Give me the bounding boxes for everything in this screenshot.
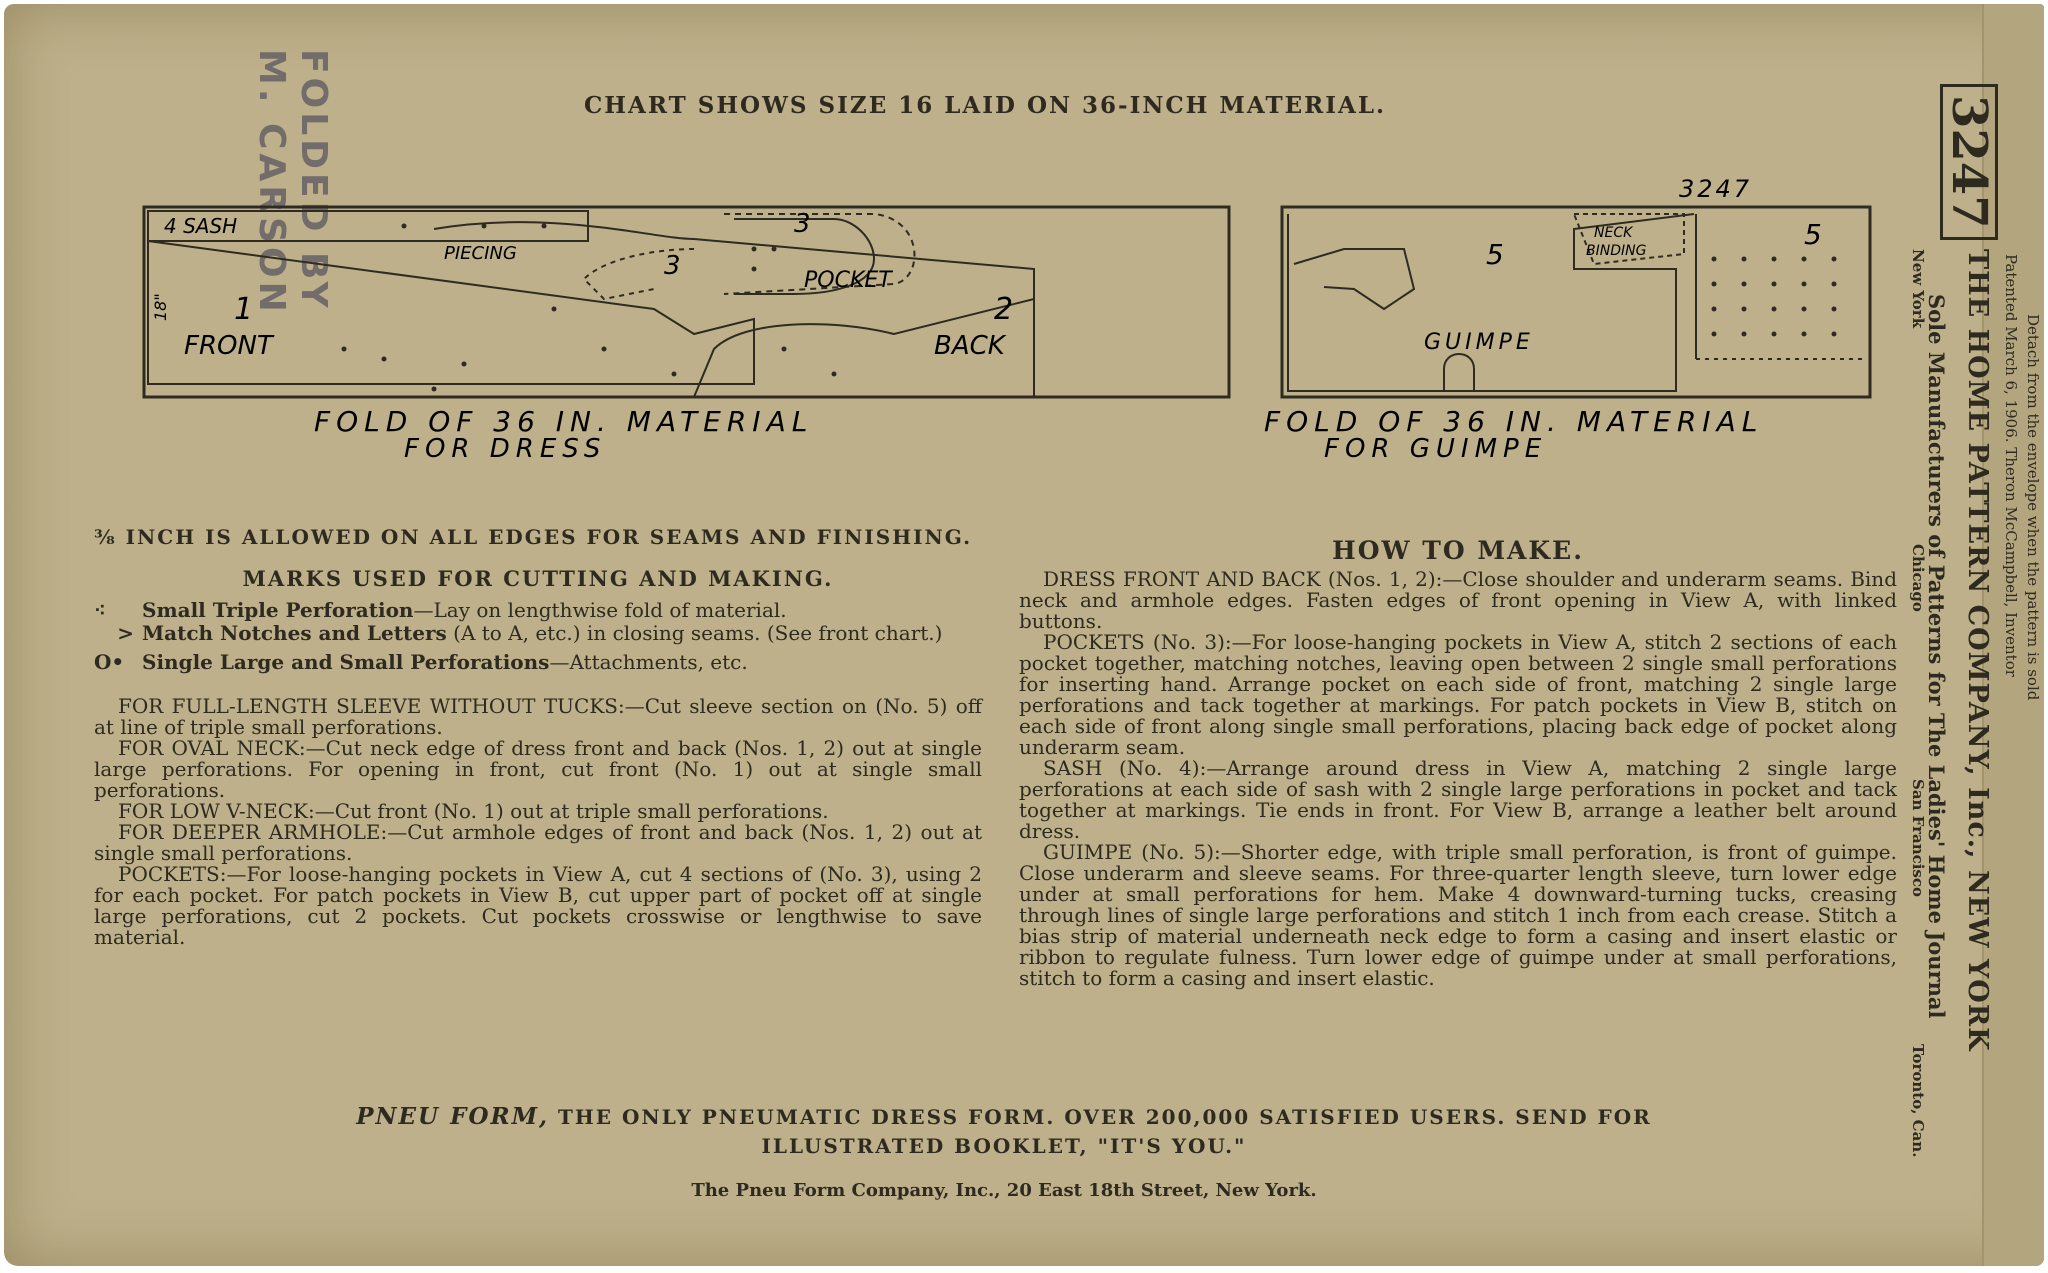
guimpe-chart-border <box>1282 207 1870 397</box>
marks-title: MARKS USED FOR CUTTING AND MAKING. <box>242 566 834 591</box>
mark-term: Small Triple Perforation <box>142 598 414 622</box>
dress-cutting-chart <box>134 199 1244 459</box>
guimpe-neck-piece <box>1294 249 1414 309</box>
dress-fold-label: FOLD OF 36 IN. MATERIAL <box>314 405 814 438</box>
mark-item-triple <box>94 599 982 622</box>
detach-note: Detach from the envelope when the pattern is sold <box>2024 314 2042 701</box>
mark-desc: —Attachments, etc. <box>549 650 748 674</box>
sleeve-number-label: 5 <box>1804 218 1822 251</box>
mark-item-single <box>94 651 982 674</box>
front-label: FRONT <box>184 331 273 361</box>
city-toronto: Toronto, Can. <box>1909 1044 1927 1158</box>
dress-fold-for-label: FOR DRESS <box>404 434 607 459</box>
city-san-francisco: San Francisco <box>1909 779 1927 898</box>
paragraph: DRESS FRONT AND BACK (Nos. 1, 2):—Close shoulder and underarm seams. Bind neck and armhole edges. Fasten edges of front opening in View A, with linked buttons. <box>1019 567 1897 633</box>
mark-desc: (A to A, etc.) in closing seams. (See front chart.) <box>446 621 943 645</box>
marks-list <box>94 599 982 674</box>
back-label: BACK <box>934 331 1005 361</box>
how-to-make <box>1019 536 1897 989</box>
guimpe-fold-for-label: FOR GUIMPE <box>1324 434 1548 459</box>
paragraph: SASH (No. 4):—Arrange around dress in View A, matching 2 single large perforations at each side of sash with 2 single large perforations in pocket and tack together at markings. Tie ends in front. For View B, arrange a leather belt around dress. <box>1019 756 1897 843</box>
pattern-number: 3247 <box>1941 95 1997 229</box>
pocket-label: POCKET <box>804 268 892 293</box>
guimpe-cutting-chart <box>1264 169 1874 459</box>
perforation-dots <box>342 224 837 392</box>
notch-icon: > <box>117 621 134 645</box>
paragraph: FOR DEEPER ARMHOLE:—Cut armhole edges of front and back (Nos. 1, 2) out at single small perforations. <box>94 820 982 865</box>
single-perforation-icon: O• <box>94 650 125 674</box>
paragraph: FOR FULL-LENGTH SLEEVE WITHOUT TUCKS:—Cut sleeve section on (No. 5) off at line of triple small perforations. <box>94 694 982 739</box>
cutting-paragraphs <box>94 696 982 948</box>
guimpe-label: GUIMPE <box>1424 330 1534 355</box>
back-number-label: 2 <box>994 292 1014 327</box>
ad-address: The Pneu Form Company, Inc., 20 East 18th Street, New York. <box>691 1180 1317 1201</box>
paragraph: GUIMPE (No. 5):—Shorter edge, with triple small perforation, is front of guimpe. Close underarm and sleeve seams. For three-quarter length sleeve, turn lower edge under at small perforations for hem. Make 4 downward-turning tucks, creasing through lines of single large perforations and stitch 1 inch from each crease. Stitch a bias strip of material underneath neck edge to form a casing and insert elastic or ribbon to regulate fulness. Turn lower edge of guimpe under at small perforations, stitch to form a casing and insert elastic. <box>1019 840 1897 990</box>
patent-note: Patented March 6, 1906. Theron McCampbell, Inventor <box>2002 254 2020 677</box>
stamp-line-1: FOLDED BY <box>293 49 334 312</box>
piecing-label: PIECING <box>444 243 517 264</box>
making-paragraphs <box>1019 569 1897 989</box>
cutting-instructions <box>94 526 982 948</box>
sole-manufacturers: Sole Manufacturers of Patterns for The Ladies' Home Journal <box>1924 294 1949 1019</box>
side-measure-label: 18" <box>151 293 170 321</box>
guimpe-fold-label: FOLD OF 36 IN. MATERIAL <box>1264 405 1764 438</box>
city-chicago: Chicago <box>1909 544 1927 612</box>
mark-term: Match Notches and Letters <box>142 621 447 645</box>
paragraph: FOR LOW V-NECK:—Cut front (No. 1) out at triple small perforations. <box>118 799 829 823</box>
city-new-york: New York <box>1909 249 1927 329</box>
sleeve-perforations <box>1712 257 1837 337</box>
guimpe-number-label: 5 <box>1486 238 1504 271</box>
pocket-small-number-label: 3 <box>664 251 681 281</box>
ad-brand: PNEU FORM, <box>356 1103 550 1130</box>
pneu-form-ad <box>294 1102 1714 1161</box>
pattern-envelope <box>4 4 2044 1266</box>
mark-item-notches <box>94 622 982 645</box>
paragraph: POCKETS:—For loose-hanging pockets in View A, cut 4 sections of (No. 3), using 2 for each pocket. For patch pockets in View B, cut upper part of pocket off at single large perforations, cut 2 pockets. Cut pockets crosswise or lengthwise to save material. <box>94 862 982 949</box>
pattern-number-box <box>1940 84 1998 240</box>
front-number-label: 1 <box>234 292 254 327</box>
neck-label: NECK <box>1594 225 1633 241</box>
triple-perforation-icon: ⁖ <box>94 598 106 622</box>
company-name: THE HOME PATTERN COMPANY, Inc., NEW YORK <box>1962 249 1993 1052</box>
mark-term: Single Large and Small Perforations <box>142 650 550 674</box>
paragraph: FOR OVAL NECK:—Cut neck edge of dress front and back (Nos. 1, 2) out at single large perforations. For opening in front, cut front (No. 1) out at single small perforations. <box>94 736 982 802</box>
paragraph: POCKETS (No. 3):—For loose-hanging pockets in View A, stitch 2 sections of each pocket together, matching notches, leaving open between 2 single small perforations for inserting hand. Arrange pocket on each side of front, matching 2 single large perforations and tack together at markings. For patch pockets in View B, stitch on each side of front along single small perforations, placing back edge of pocket along underarm seam. <box>1019 630 1897 759</box>
ad-text: THE ONLY PNEUMATIC DRESS FORM. OVER 200,000 SATISFIED USERS. SEND FOR ILLUSTRATED BOOKLET, "IT'S YOU." <box>549 1105 1652 1158</box>
how-to-make-title: HOW TO MAKE. <box>1332 536 1584 565</box>
dress-chart-border <box>144 207 1229 397</box>
seam-allowance-note: ⅜ INCH IS ALLOWED ON ALL EDGES FOR SEAMS AND FINISHING. <box>94 525 973 549</box>
chart-header: CHART SHOWS SIZE 16 LAID ON 36-INCH MATERIAL. <box>584 92 1387 119</box>
pocket-number-label: 3 <box>794 209 811 239</box>
sash-label: 4 SASH <box>164 214 238 238</box>
stamp-line-2: M. CARSON <box>251 49 292 316</box>
mark-desc: —Lay on lengthwise fold of material. <box>413 598 787 622</box>
guimpe-neck-curve <box>1444 354 1474 391</box>
binding-label: BINDING <box>1586 243 1647 259</box>
piecing-line <box>434 222 1034 397</box>
guimpe-pattern-number: 3247 <box>1679 175 1753 203</box>
